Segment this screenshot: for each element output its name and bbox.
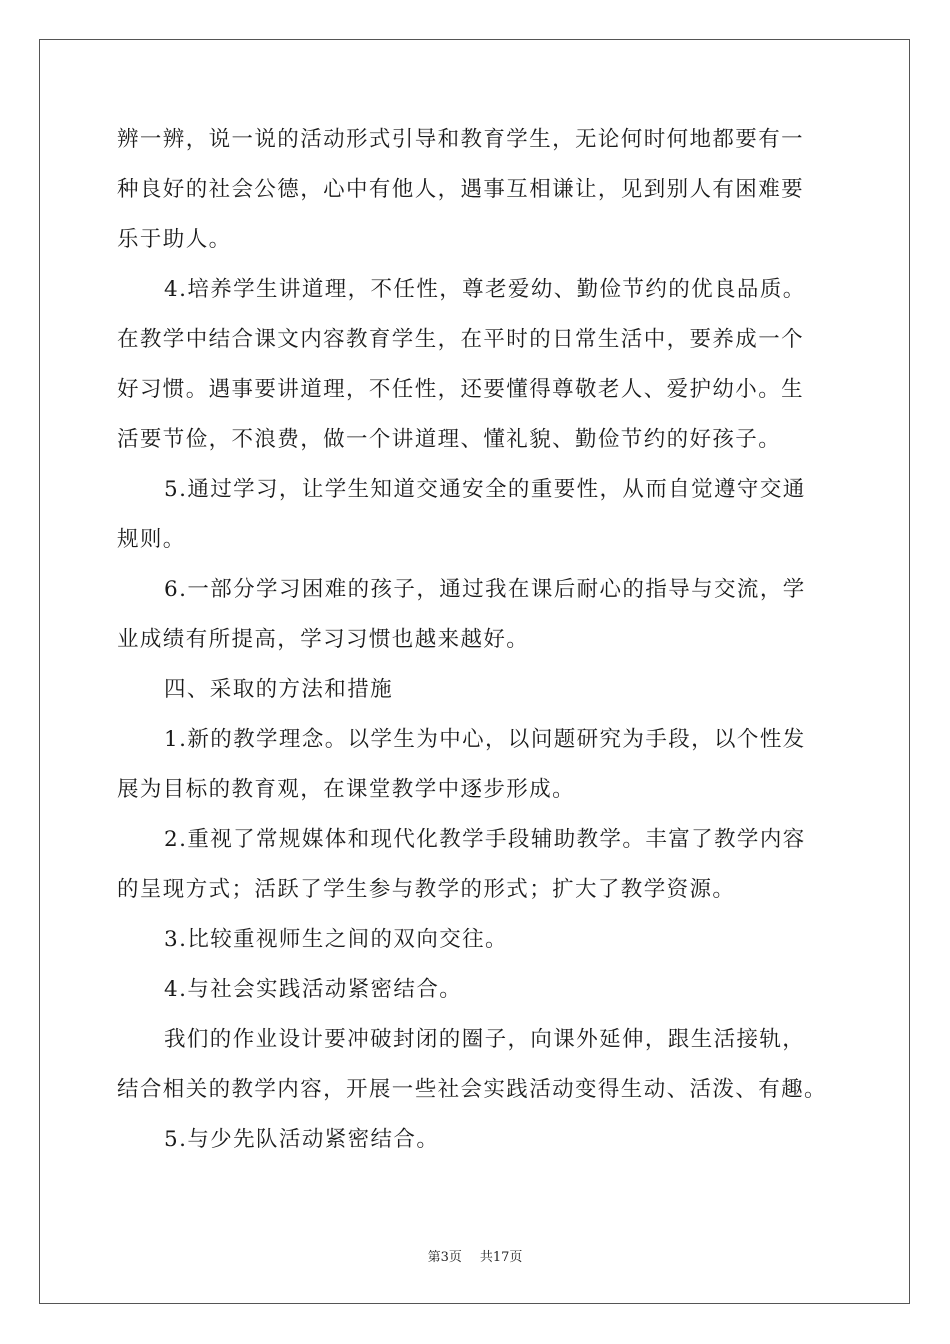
text-line: 业成绩有所提高，学习习惯也越来越好。 bbox=[117, 627, 530, 652]
text-line: 4.培养学生讲道理，不任性，尊老爱幼、勤俭节约的优良品质。 bbox=[164, 277, 806, 302]
text-line: 好习惯。遇事要讲道理，不任性，还要懂得尊敬老人、爱护幼小。生 bbox=[117, 377, 805, 402]
text-line: 2.重视了常规媒体和现代化教学手段辅助教学。丰富了教学内容 bbox=[164, 827, 806, 852]
text-line: 我们的作业设计要冲破封闭的圈子，向课外延伸，跟生活接轨， bbox=[164, 1027, 806, 1052]
text-line: 的呈现方式；活跃了学生参与教学的形式；扩大了教学资源。 bbox=[117, 877, 736, 902]
text-line: 4.与社会实践活动紧密结合。 bbox=[164, 977, 463, 1002]
text-line: 结合相关的教学内容，开展一些社会实践活动变得生动、活泼、有趣。 bbox=[117, 1077, 827, 1102]
page-footer bbox=[0, 1246, 950, 1265]
text-line: 展为目标的教育观，在课堂教学中逐步形成。 bbox=[117, 777, 576, 802]
current-page-number: 第3页 bbox=[427, 1250, 462, 1265]
text-line: 5.通过学习，让学生知道交通安全的重要性，从而自觉遵守交通 bbox=[164, 477, 806, 502]
text-line: 乐于助人。 bbox=[117, 227, 232, 252]
total-pages: 共17页 bbox=[479, 1250, 523, 1265]
text-line: 6.一部分学习困难的孩子，通过我在课后耐心的指导与交流，学 bbox=[164, 577, 806, 602]
text-line: 在教学中结合课文内容教育学生，在平时的日常生活中，要养成一个 bbox=[117, 327, 805, 352]
text-line: 5.与少先队活动紧密结合。 bbox=[164, 1127, 440, 1152]
text-line: 1.新的教学理念。以学生为中心，以问题研究为手段，以个性发 bbox=[164, 727, 806, 752]
text-line: 辨一辨，说一说的活动形式引导和教育学生，无论何时何地都要有一 bbox=[117, 127, 805, 152]
section-heading: 四、采取的方法和措施 bbox=[164, 677, 394, 702]
text-line: 3.比较重视师生之间的双向交往。 bbox=[164, 927, 508, 952]
text-line: 活要节俭，不浪费，做一个讲道理、懂礼貌、勤俭节约的好孩子。 bbox=[117, 427, 782, 452]
text-line: 种良好的社会公德，心中有他人，遇事互相谦让，见到别人有困难要 bbox=[117, 177, 805, 202]
text-line: 规则。 bbox=[117, 527, 186, 552]
